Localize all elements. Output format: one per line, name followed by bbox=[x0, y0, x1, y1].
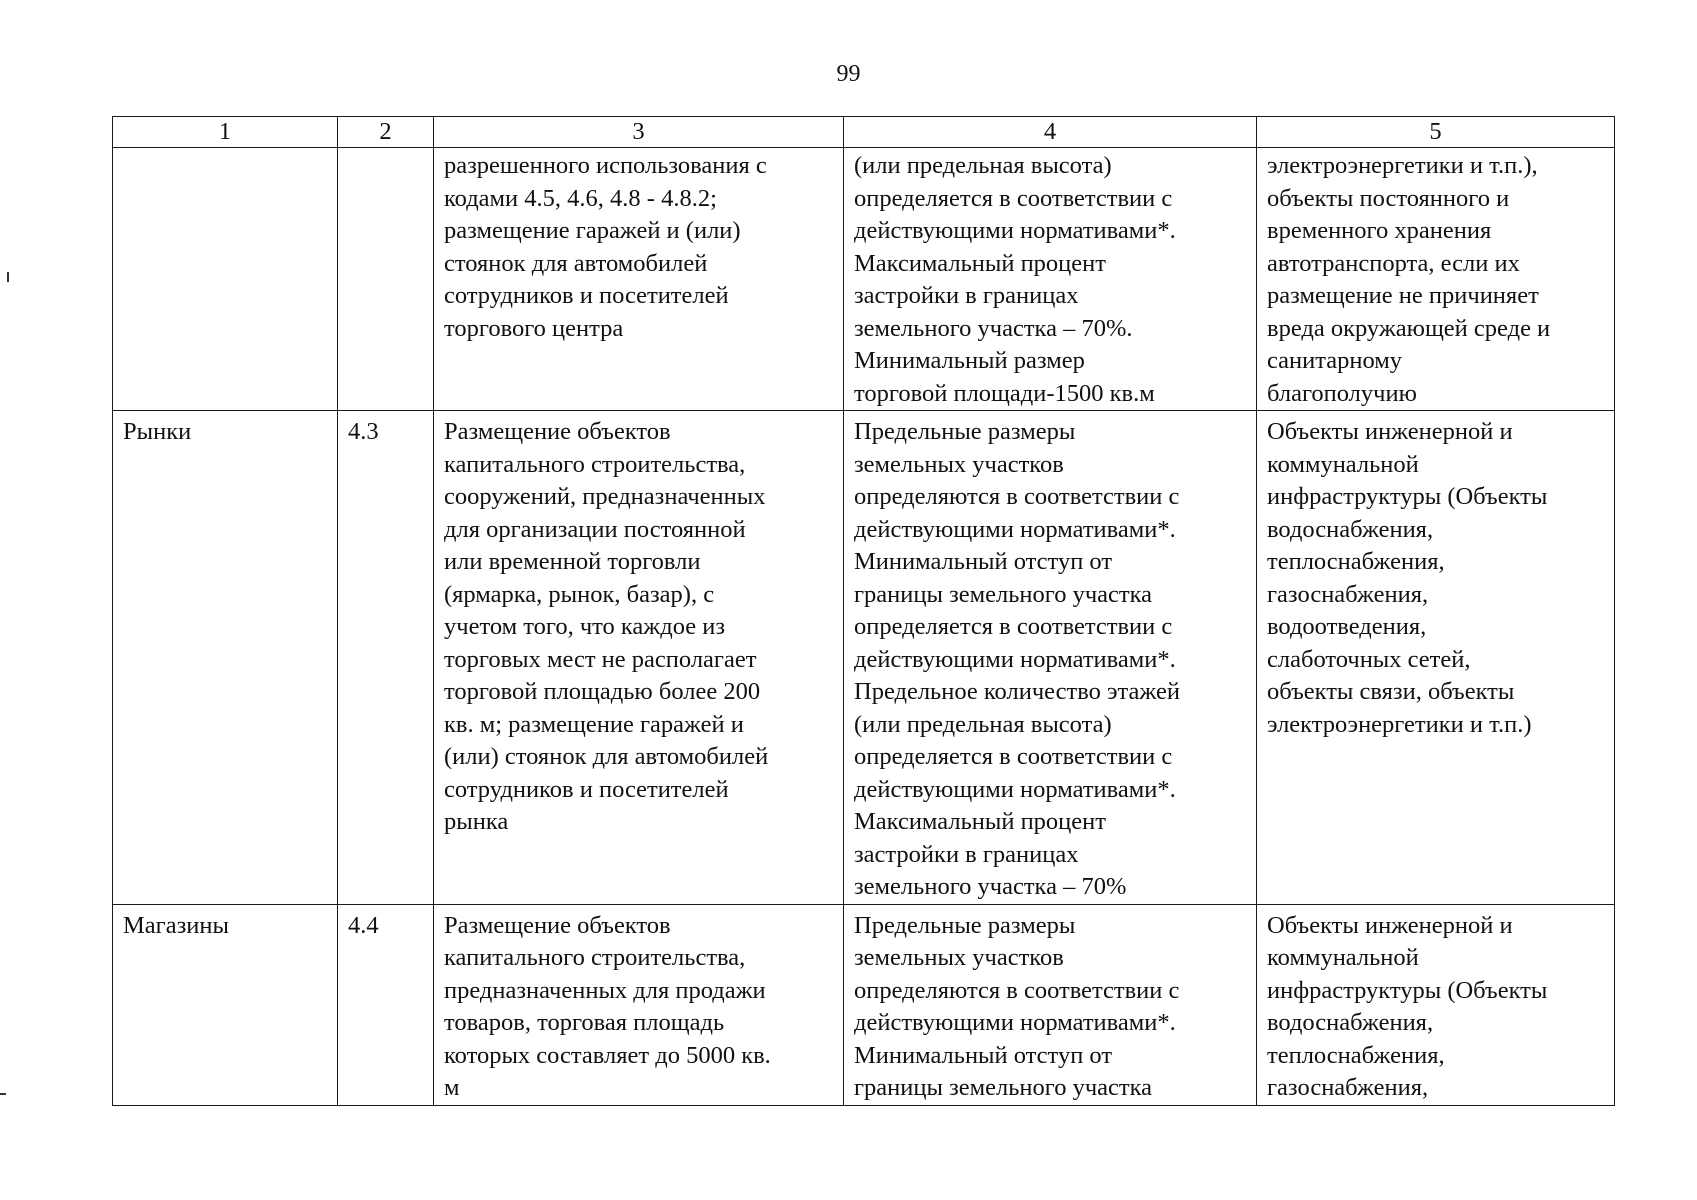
cell-parameters: Предельные размеры земельных участков определяются в соответствии с действующими нормативами*. Минимальный отступ от границы земельного участка определяется в соответствии с действующими нормативами*. Предельное количество этажей (или предельная высота) определяется в соответствии с действующими нормативами*. Максимальный процент застройки в границах земельного участка – 70% bbox=[844, 411, 1257, 905]
cell-use-description: Размещение объектов капитального строительства, предназначенных для продажи товаров, торговая площадь которых составляет до 5000 кв. м bbox=[434, 904, 844, 1105]
cell-use-code: 4.4 bbox=[338, 904, 434, 1105]
header-col-5: 5 bbox=[1257, 117, 1615, 148]
header-col-1: 1 bbox=[113, 117, 338, 148]
header-col-4: 4 bbox=[844, 117, 1257, 148]
cell-auxiliary-uses: электроэнергетики и т.п.), объекты постоянного и временного хранения автотранспорта, если их размещение не причиняет вреда окружающей среде и санитарному благополучию bbox=[1257, 148, 1615, 411]
table-row bbox=[113, 411, 1615, 905]
cell-use-name bbox=[113, 148, 338, 411]
cell-use-name: Магазины bbox=[113, 904, 338, 1105]
table-header bbox=[113, 117, 1615, 148]
header-col-2: 2 bbox=[338, 117, 434, 148]
cell-parameters: Предельные размеры земельных участков определяются в соответствии с действующими нормативами*. Минимальный отступ от границы земельного участка bbox=[844, 904, 1257, 1105]
cell-use-code bbox=[338, 148, 434, 411]
cell-use-name: Рынки bbox=[113, 411, 338, 905]
table-row bbox=[113, 148, 1615, 411]
cell-parameters: (или предельная высота) определяется в соответствии с действующими нормативами*. Максимальный процент застройки в границах земельного участка – 70%. Минимальный размер торговой площади-1500 кв.м bbox=[844, 148, 1257, 411]
cell-auxiliary-uses: Объекты инженерной и коммунальной инфраструктуры (Объекты водоснабжения, теплоснабжения, газоснабжения, bbox=[1257, 904, 1615, 1105]
table-body bbox=[113, 148, 1615, 1106]
cell-use-description: разрешенного использования с кодами 4.5, 4.6, 4.8 - 4.8.2; размещение гаражей и (или) стоянок для автомобилей сотрудников и посетителей торгового центра bbox=[434, 148, 844, 411]
zoning-table bbox=[112, 116, 1615, 1106]
page-number: 99 bbox=[836, 61, 861, 87]
scan-mark bbox=[0, 1093, 6, 1095]
cell-use-code: 4.3 bbox=[338, 411, 434, 905]
table-row bbox=[113, 904, 1615, 1105]
header-col-3: 3 bbox=[434, 117, 844, 148]
header-row bbox=[113, 117, 1615, 148]
cell-use-description: Размещение объектов капитального строительства, сооружений, предназначенных для организации постоянной или временной торговли (ярмарка, рынок, базар), с учетом того, что каждое из торговых мест не располагает торговой площадью более 200 кв. м; размещение гаражей и (или) стоянок для автомобилей сотрудников и посетителей рынка bbox=[434, 411, 844, 905]
scan-mark bbox=[7, 272, 9, 282]
cell-auxiliary-uses: Объекты инженерной и коммунальной инфраструктуры (Объекты водоснабжения, теплоснабжения, газоснабжения, водоотведения, слаботочных сетей, объекты связи, объекты электроэнергетики и т.п.) bbox=[1257, 411, 1615, 905]
